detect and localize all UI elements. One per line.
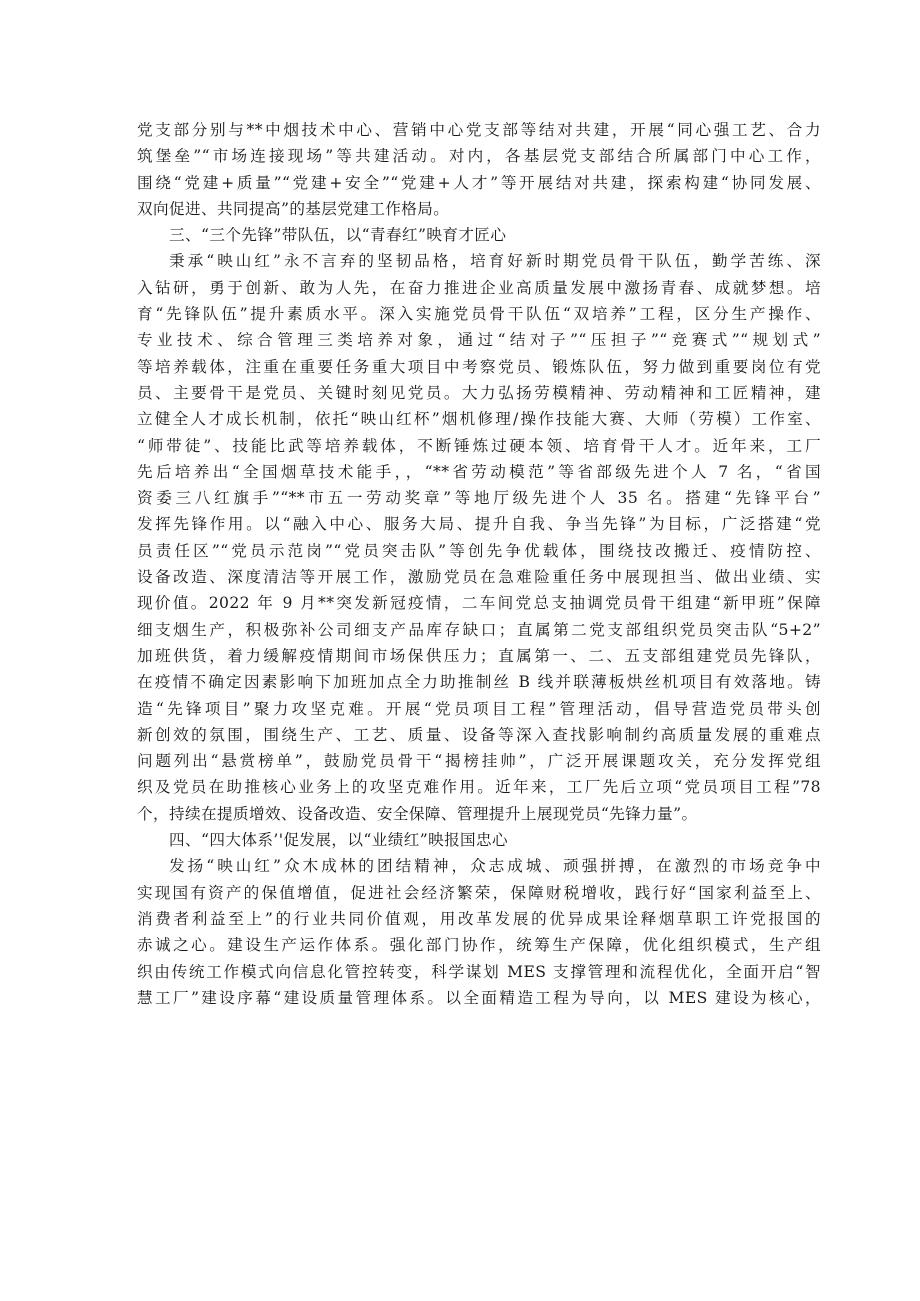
text-line: 员、主要骨干是党员、关键时刻见党员。大力弘扬劳模精神、劳动精神和工匠精神，建	[137, 383, 821, 402]
text-line: 织由传统工作模式向信息化管控转变，科学谋划 MES 支撑管理和流程优化，全面开启“智	[137, 962, 821, 981]
text-line: 赤诚之心。建设生产运作体系。强化部门协作，统筹生产保障，优化组织模式，生产组	[137, 936, 821, 955]
text-line: “师带徒”、技能比武等培养载体，不断锤炼过硬本领、培育骨干人才。近年来，工厂	[137, 436, 821, 455]
text-line: 立健全人才成长机制，依托“映山红杯”烟机修理/操作技能大赛、大师（劳模）工作室、	[137, 410, 821, 429]
text-line: 等培养载体，注重在重要任务重大项目中考察党员、锻炼队伍，努力做到重要岗位有党	[137, 357, 821, 376]
text-line: 个，持续在提质增效、设备改造、安全保障、管理提升上展现党员“先锋力量”。	[137, 804, 698, 823]
text-line: 筑堡垒”“市场连接现场”等共建活动。对内，各基层党支部结合所属部门中心工作，	[137, 147, 821, 166]
paragraph	[137, 853, 821, 1011]
text-line: 专业技术、综合管理三类培养对象，通过“结对子”“压担子”“竞赛式”“规划式”	[137, 331, 821, 350]
text-line: 消费者利益至上”的行业共同价值观，用改革发展的优异成果诠释烟草职工许党报国的	[137, 909, 821, 928]
text-line: 秉承“映山红”永不言弃的坚韧品格，培育好新时期党员骨干队伍，勤学苦练、深	[169, 252, 821, 271]
text-line: 资委三八红旗手”“**市五一劳动奖章”等地厅级先进个人 35 名。搭建“先锋平台”	[137, 489, 821, 508]
text-line: 在疫情不确定因素影响下加班加点全力助推制丝 B 线并联薄板烘丝机项目有效落地。铸	[137, 673, 821, 692]
paragraph	[137, 248, 821, 827]
document-body	[137, 117, 821, 1011]
heading-text: 三、“三个先锋”带队伍，以“青春红”映育才匠心	[169, 226, 507, 245]
text-line: 新创效的氛围，围绕生产、工艺、质量、设备等深入查找影响制约高质量发展的重难点	[137, 725, 821, 744]
text-line: 发扬“映山红”众木成林的团结精神，众志成城、顽强拼搏，在激烈的市场竞争中	[169, 857, 821, 876]
text-line: 党支部分别与**中烟技术中心、营销中心党支部等结对共建，开展“同心强工艺、合力	[137, 121, 821, 139]
text-line: 造“先锋项目”聚力攻坚克难。开展“党员项目工程”管理活动，倡导营造党员带头创	[137, 699, 821, 718]
text-line: 加班供货，着力缓解疫情期间市场保供压力；直属第一、二、五支部组建党员先锋队，	[137, 646, 821, 665]
text-line: 员责任区”“党员示范岗”“党员突击队”等创先争优载体，围绕技改搬迁、疫情防控、	[137, 541, 821, 560]
section-heading	[137, 222, 821, 248]
text-line: 先后培养出“全国烟草技术能手，，“**省劳动模范”等省部级先进个人 7 名，“省国	[137, 462, 821, 481]
text-line: 细支烟生产，积极弥补公司细支产品库存缺口；直属第二党支部组织党员突击队“5+2”	[137, 620, 821, 639]
text-line: 发挥先锋作用。以“融入中心、服务大局、提升自我、争当先锋”为目标，广泛搭建“党	[137, 515, 821, 534]
section-heading	[137, 827, 821, 853]
text-line: 慧工厂”建设序幕“建设质量管理体系。以全面精造工程为导向，以 MES 建设为核心，	[137, 988, 821, 1007]
heading-text: 四、“四大体系’'促发展，以“业绩红”映报国忠心	[169, 831, 509, 850]
text-line: 围绕“党建+质量”“党建+安全”“党建+人才”等开展结对共建，探索构建“协同发展、	[137, 173, 821, 192]
text-line: 问题列出“悬赏榜单”，鼓励党员骨干“揭榜挂帅”，广泛开展课题攻关，充分发挥党组	[137, 752, 821, 771]
text-line: 现价值。2022 年 9 月**突发新冠疫情，二车间党总支抽调党员骨干组建“新甲班”保障	[137, 594, 821, 613]
text-line: 入钻研，勇于创新、敢为人先，在奋力推进企业高质量发展中激扬青春、成就梦想。培	[137, 278, 821, 297]
text-line: 设备改造、深度清洁等开展工作，激励党员在急难险重任务中展现担当、做出业绩、实	[137, 568, 821, 587]
text-line: 织及党员在助推核心业务上的攻坚克难作用。近年来，工厂先后立项“党员项目工程”78	[137, 778, 821, 797]
text-line: 育“先锋队伍”提升素质水平。深入实施党员骨干队伍“双培养”工程，区分生产操作、	[137, 305, 821, 324]
text-line: 双向促进、共同提高”的基层党建工作格局。	[137, 199, 450, 218]
text-line: 实现国有资产的保值增值，促进社会经济繁荣，保障财税增收，践行好“国家利益至上、	[137, 883, 821, 902]
paragraph	[137, 117, 821, 222]
